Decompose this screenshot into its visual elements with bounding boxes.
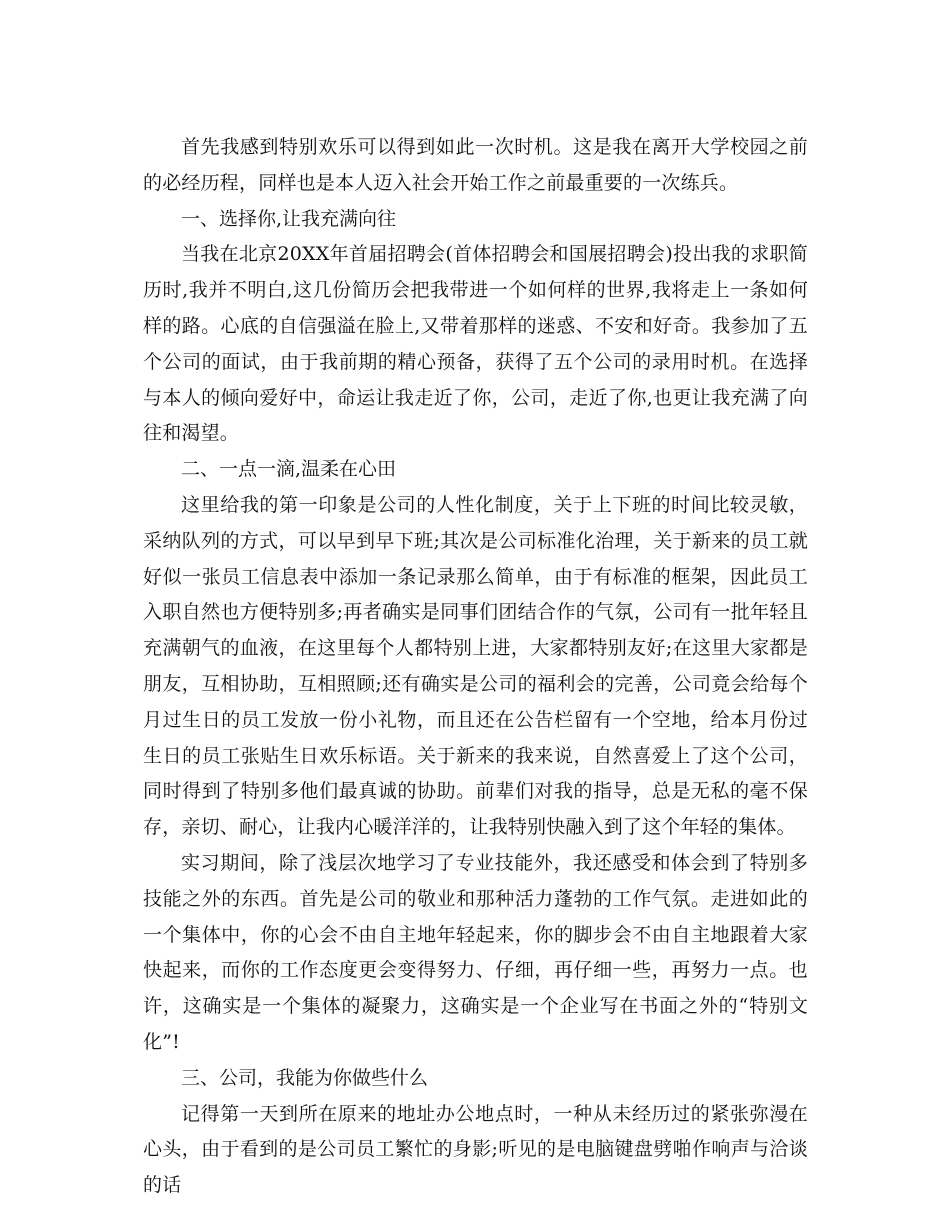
section-heading-1: 一、选择你,让我充满向往 (181, 207, 397, 230)
paragraph-job-fair: 当我在北京20XX年首届招聘会(首体招聘会和国展招聘会)投出我的求职简历时,我并不明白,这几份简历会把我带进一个如何样的世界,我将走上一条如何样的路。心底的自信强溢在脸上,又带着那样的迷惑、不安和好奇。我参加了五个公司的面试，由于我前期的精心预备，获得了五个公司的录用时机。在选择与本人的倾向爱好中，命运让我走近了你，公司，走近了你,也更让我充满了向往和渴望。 (143, 243, 808, 445)
paragraph-first-day: 记得第一天到所在原来的地址办公地点时，一种从未经历过的紧张弥漫在心头，由于看到的是公司员工繁忙的身影;听见的是电脑键盘劈啪作响声与洽谈的话 (143, 1102, 808, 1197)
paragraph-intro: 首先我感到特别欢乐可以得到如此一次时机。这是我在离开大学校园之前的必经历程，同样也是本人迈入社会开始工作之前最重要的一次练兵。 (143, 136, 808, 194)
section-heading-3: 三、公司，我能为你做些什么 (181, 1066, 429, 1089)
paragraph-company-impression: 这里给我的第一印象是公司的人性化制度，关于上下班的时间比较灵敏，采纳队列的方式，可以早到早下班;其次是公司标准化治理，关于新来的员工就好似一张员工信息表中添加一条记录那么简单，由于有标准的框架，因此员工入职自然也方便特别多;再者确实是同事们团结合作的气氛，公司有一批年轻且充满朝气的血液，在这里每个人都特别上进，大家都特别友好;在这里大家都是朋友，互相协助，互相照顾;还有确实是公司的福利会的完善，公司竟会给每个月过生日的员工发放一份小礼物，而且还在公告栏留有一个空地，给本月份过生日的员工张贴生日欢乐标语。关于新来的我来说，自然喜爱上了这个公司，同时得到了特别多他们最真诚的协助。前辈们对我的指导，总是无私的毫不保存，亲切、耐心，让我内心暖洋洋的，让我特别快融入到了这个年轻的集体。 (143, 493, 808, 839)
paragraph-internship: 实习期间，除了浅层次地学习了专业技能外，我还感受和体会到了特别多技能之外的东西。首先是公司的敬业和那种活力蓬勃的工作气氛。走进如此的一个集体中，你的心会不由自主地年轻起来，你的脚步会不由自主地跟着大家快起来，而你的工作态度更会变得努力、仔细，再仔细一些，再努力一点。也许，这确实是一个集体的凝聚力，这确实是一个企业写在书面之外的“特别文化”! (143, 851, 808, 1053)
section-heading-2: 二、一点一滴,温柔在心田 (181, 458, 397, 481)
document-body (143, 130, 808, 1204)
